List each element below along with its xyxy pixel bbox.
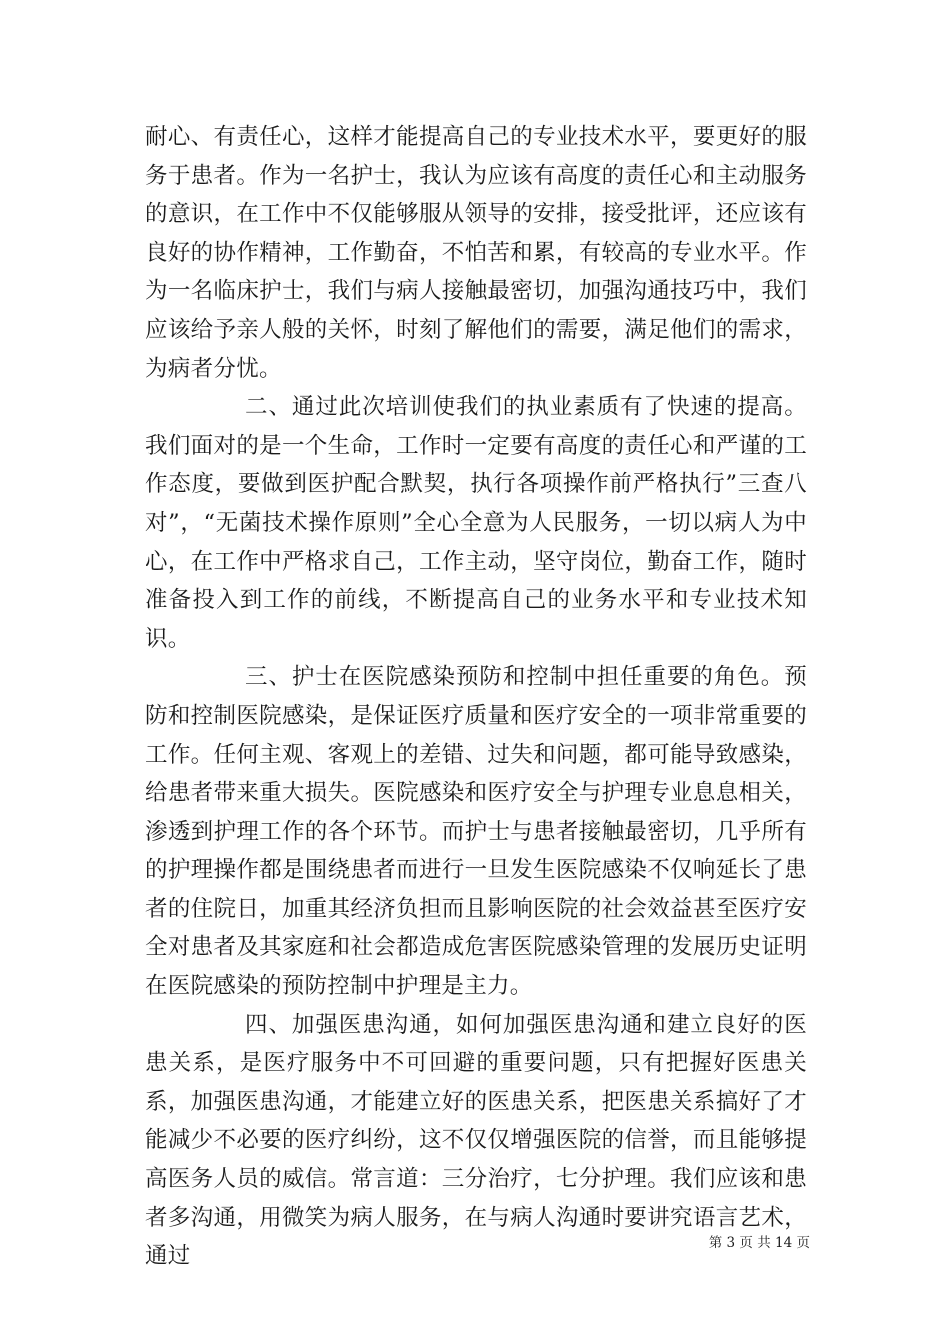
paragraph-section-four: 四、加强医患沟通，如何加强医患沟通和建立良好的医患关系，是医疗服务中不可回避的重要问题，只有把握好医患关系，加强医患沟通，才能建立好的医患关系，把医患关系搞好了才能减少不必要的医疗纠纷，这不仅仅增强医院的信誉，而且能够提高医务人员的威信。常言道：三分治疗，七分护理。我们应该和患者多沟通，用微笑为病人服务，在与病人沟通时要讲究语言艺术，通过 — [145, 1011, 807, 1270]
page-number-footer: 第 3 页 共 14 页 — [708, 1235, 810, 1251]
paragraph-continuation: 耐心、有责任心，这样才能提高自己的专业技术水平，要更好的服务于患者。作为一名护士，我认为应该有高度的责任心和主动服务的意识，在工作中不仅能够服从领导的安排，接受批评，还应该有良好的协作精神，工作勤奋，不怕苦和累，有较高的专业水平。作为一名临床护士，我们与病人接触最密切，加强沟通技巧中，我们应该给予亲人般的关怀，时刻了解他们的需要，满足他们的需求，为病者分忧。 — [145, 124, 807, 382]
paragraph-section-three: 三、护士在医院感染预防和控制中担任重要的角色。预防和控制医院感染，是保证医疗质量和医疗安全的一项非常重要的工作。任何主观、客观上的差错、过失和问题，都可能导致感染，给患者带来重大损失。医院感染和医疗安全与护理专业息息相关，渗透到护理工作的各个环节。而护士与患者接触最密切，几乎所有的护理操作都是围绕患者而进行一旦发生医院感染不仅响延长了患者的住院日，加重其经济负担而且影响医院的社会效益甚至医疗安全对患者及其家庭和社会都造成危害医院感染管理的发展历史证明在医院感染的预防控制中护理是主力。 — [145, 664, 807, 1000]
paragraph-section-two: 二、通过此次培训使我们的执业素质有了快速的提高。我们面对的是一个生命，工作时一定要有高度的责任心和严谨的工作态度，要做到医护配合默契，执行各项操作前严格执行”三查八对”，“无菌技术操作原则”全心全意为人民服务，一切以病人为中心，在工作中严格求自己，工作主动，坚守岗位，勤奋工作，随时准备投入到工作的前线，不断提高自己的业务水平和专业技术知识。 — [145, 394, 807, 652]
document-body — [145, 118, 807, 1276]
